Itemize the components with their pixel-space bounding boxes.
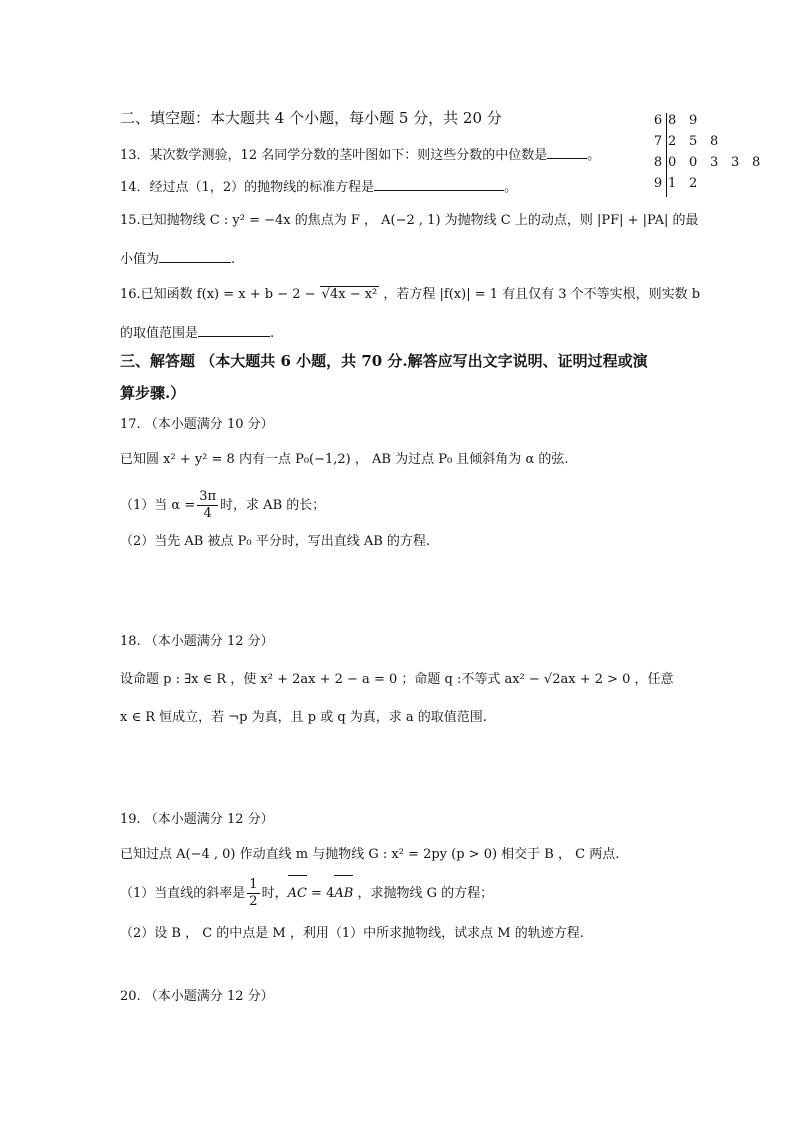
question-17-stem: 已知圆 x² + y² = 8 内有一点 P₀(−1,2) ， AB 为过点 P₀ 且倾斜角为 α 的弦.: [120, 452, 569, 467]
leaf: 3: [731, 155, 740, 170]
question-19-part-1-mid: 时，: [261, 886, 288, 901]
leaf: 8: [752, 155, 761, 170]
question-14: [120, 176, 517, 198]
question-19-part-2: （2）设 B ， C 的中点是 M ，利用（1）中所求抛物线，试求点 M 的轨迹方程.: [120, 926, 584, 941]
leaf: 0: [668, 155, 677, 170]
leaf: 9: [689, 113, 698, 128]
denominator: 2: [249, 894, 258, 909]
question-13-text: 13．某次数学测验，12 名同学分数的茎叶图如下：则这些分数的中位数是: [120, 148, 548, 163]
question-18-title: 18. （本小题满分 12 分）: [120, 634, 274, 649]
denominator: 4: [203, 506, 212, 521]
leaf: 8: [668, 113, 677, 128]
question-13: [120, 144, 600, 166]
vector-ab: AB: [334, 876, 353, 912]
question-19-title: 19. （本小题满分 12 分）: [120, 812, 274, 827]
radicand: 4x − x²: [329, 287, 378, 302]
leaves: [668, 134, 731, 149]
question-17-title: 17. （本小题满分 10 分）: [120, 417, 274, 432]
numerator: 3π: [199, 489, 217, 504]
leaf: 2: [689, 176, 698, 191]
section-3-heading-line-1: 三、解答题 （本大题共 6 小题，共 70 分.解答应写出文字说明、证明过程或演: [120, 352, 648, 370]
question-17-part-1-pre: （1）当 α =: [120, 498, 196, 513]
question-15-line-2: [120, 248, 235, 270]
stem: 9: [653, 176, 663, 191]
leaf: 8: [710, 134, 719, 149]
question-17-part-1-post: 时，求 AB 的长；: [220, 498, 326, 513]
leaf: 0: [689, 155, 698, 170]
answer-blank: [547, 144, 587, 159]
vector-ac: AC: [288, 876, 307, 912]
radical-sign: √: [321, 287, 330, 302]
question-16-prompt: 的取值范围是: [120, 326, 199, 341]
fraction: [197, 489, 218, 522]
leaves: [668, 113, 710, 128]
section-2-heading: 二、填空题：本大题共 4 个小题，每小题 5 分，共 20 分: [120, 109, 502, 127]
leaf: 1: [668, 176, 677, 191]
question-16-part-1: 16.已知函数 f(x) = x + b − 2 −: [120, 287, 320, 302]
question-14-text: 14．经过点（1，2）的抛物线的标准方程是: [120, 180, 375, 195]
vector-equals: = 4: [306, 886, 335, 901]
question-13-end: 。: [587, 148, 601, 163]
answer-blank: [159, 248, 231, 263]
question-15-end: .: [231, 252, 236, 267]
question-19-part-1: [120, 876, 493, 912]
question-18-line-2: x ∈ R 恒成立，若 ¬p 为真，且 p 或 q 为真，求 a 的取值范围.: [120, 710, 487, 725]
square-root: [320, 286, 380, 302]
question-15-line-1: 15.已知抛物线 C : y² = −4x 的焦点为 F ， A(−2 , 1) 为抛物线 C 上的动点，则 |PF| + |PA| 的最: [120, 213, 699, 228]
question-19-part-1-post: ，求抛物线 G 的方程；: [353, 886, 494, 901]
question-17-part-1: [120, 488, 325, 524]
stem: 6: [653, 113, 663, 128]
question-19-stem: 已知过点 A(−4 , 0) 作动直线 m 与抛物线 G : x² = 2py (p > 0) 相交于 B ， C 两点.: [120, 847, 620, 862]
question-20-title: 20. （本小题满分 12 分）: [120, 989, 274, 1004]
question-15-prompt: 小值为: [120, 252, 160, 267]
answer-blank: [198, 322, 270, 337]
question-14-end: 。: [504, 180, 518, 195]
question-16-line-1: [120, 285, 700, 305]
question-17-part-2: （2）当先 AB 被点 P₀ 平分时，写出直线 AB 的方程.: [120, 534, 431, 549]
leaves: [668, 155, 773, 170]
leaf: 5: [689, 134, 698, 149]
leaf: 2: [668, 134, 677, 149]
numerator: 1: [249, 877, 258, 892]
stem: 7: [653, 134, 663, 149]
question-16-part-2: ，若方程 |f(x)| = 1 有且仅有 3 个不等实根，则实数 b: [379, 287, 701, 302]
section-3-heading-line-2: 算步骤.）: [120, 384, 186, 402]
question-16-end: .: [270, 326, 275, 341]
leaves: [668, 176, 710, 191]
answer-blank: [374, 176, 504, 191]
stem-leaf-divider: [666, 113, 667, 197]
leaf: 3: [710, 155, 719, 170]
stem: 8: [653, 155, 663, 170]
question-18-line-1: 设命题 p : ∃x ∈ R ，使 x² + 2ax + 2 − a = 0 ；命题 q :不等式 ax² − √2ax + 2 > 0 ，任意: [120, 672, 674, 687]
fraction: [247, 877, 259, 910]
question-19-part-1-pre: （1）当直线的斜率是: [120, 886, 246, 901]
question-16-line-2: [120, 322, 274, 344]
